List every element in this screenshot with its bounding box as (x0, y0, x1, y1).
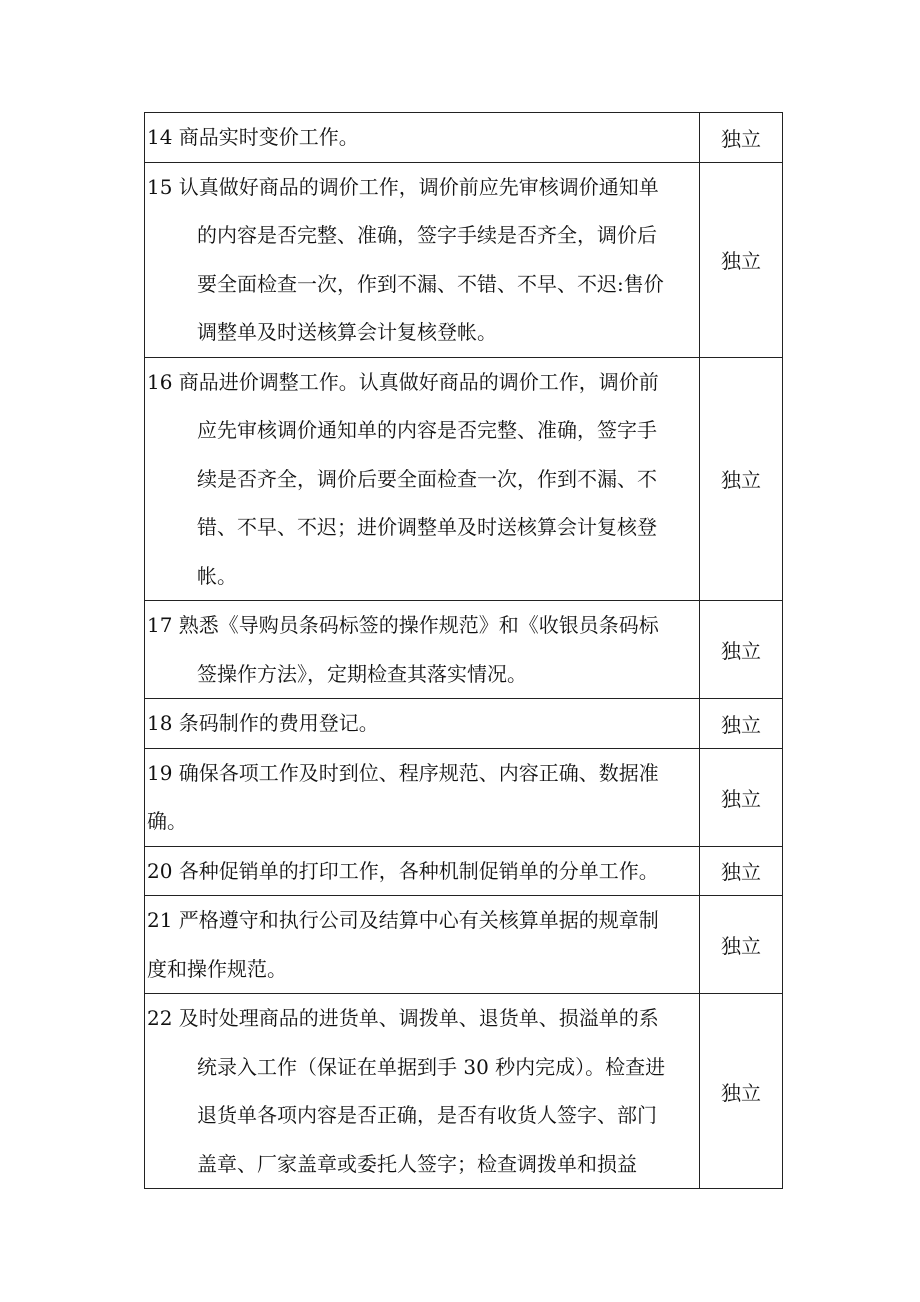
duty-description-cell (145, 601, 700, 699)
duty-description-cell (145, 896, 700, 994)
duty-description-line: 退货单各项内容是否正确，是否有收货人签字、部门 (197, 1103, 657, 1127)
duty-description-cell (145, 748, 700, 846)
duty-description-cell (145, 113, 700, 163)
duty-description-line: 调整单及时送核算会计复核登帐。 (197, 320, 497, 344)
table-row (145, 846, 783, 896)
duty-description-line: 确。 (147, 809, 187, 833)
duty-description-cell (145, 846, 700, 896)
duty-type-cell: 独立 (700, 846, 783, 896)
duty-description-cell (145, 162, 700, 357)
table-row (145, 113, 783, 163)
table-row (145, 994, 783, 1189)
duty-description-line: 错、不早、不迟；进价调整单及时送核算会计复核登 (197, 515, 657, 539)
duty-description-line: 盖章、厂家盖章或委托人签字；检查调拨单和损益 (197, 1151, 637, 1176)
duty-description-line: 签操作方法》，定期检查其落实情况。 (197, 661, 527, 686)
table-row (145, 699, 783, 749)
duty-type-cell: 独立 (700, 113, 783, 163)
duty-description-line: 16 商品进价调整工作。认真做好商品的调价工作，调价前 (147, 369, 659, 394)
duty-description-line: 要全面检查一次，作到不漏、不错、不早、不迟:售价 (197, 271, 664, 296)
duty-description-line: 18 条码制作的费用登记。 (147, 711, 379, 735)
duty-description-line: 度和操作规范。 (147, 956, 287, 981)
duty-description-line: 统录入工作（保证在单据到手 30 秒内完成）。检查进 (197, 1054, 666, 1079)
duty-type-cell: 独立 (700, 896, 783, 994)
table-row (145, 748, 783, 846)
duty-description-line: 续是否齐全，调价后要全面检查一次，作到不漏、不 (197, 466, 657, 491)
duty-description-cell (145, 357, 700, 601)
duty-description-line: 22 及时处理商品的进货单、调拨单、退货单、损溢单的系 (147, 1006, 659, 1030)
duty-type-cell: 独立 (700, 601, 783, 699)
duties-table (144, 112, 783, 1189)
duty-type-cell: 独立 (700, 162, 783, 357)
duty-description-line: 21 严格遵守和执行公司及结算中心有关核算单据的规章制 (147, 908, 659, 932)
duty-description-line: 17 熟悉《导购员条码标签的操作规范》和《收银员条码标 (147, 613, 659, 637)
duty-description-line: 20 各种促销单的打印工作，各种机制促销单的分单工作。 (147, 858, 659, 883)
table-row (145, 601, 783, 699)
duty-type-cell: 独立 (700, 699, 783, 749)
duty-type-cell: 独立 (700, 994, 783, 1189)
duty-description-cell (145, 699, 700, 749)
table-row (145, 896, 783, 994)
duty-description-line: 14 商品实时变价工作。 (147, 125, 359, 149)
duty-description-line: 帐。 (197, 563, 237, 588)
table-row (145, 162, 783, 357)
duty-description-line: 应先审核调价通知单的内容是否完整、准确，签字手 (197, 418, 657, 442)
duty-type-cell: 独立 (700, 748, 783, 846)
duty-type-cell: 独立 (700, 357, 783, 601)
table-row (145, 357, 783, 601)
duty-description-cell (145, 994, 700, 1189)
duty-description-line: 15 认真做好商品的调价工作，调价前应先审核调价通知单 (147, 174, 659, 199)
duty-description-line: 的内容是否完整、准确，签字手续是否齐全，调价后 (197, 223, 657, 247)
duty-description-line: 19 确保各项工作及时到位、程序规范、内容正确、数据准 (147, 760, 659, 785)
